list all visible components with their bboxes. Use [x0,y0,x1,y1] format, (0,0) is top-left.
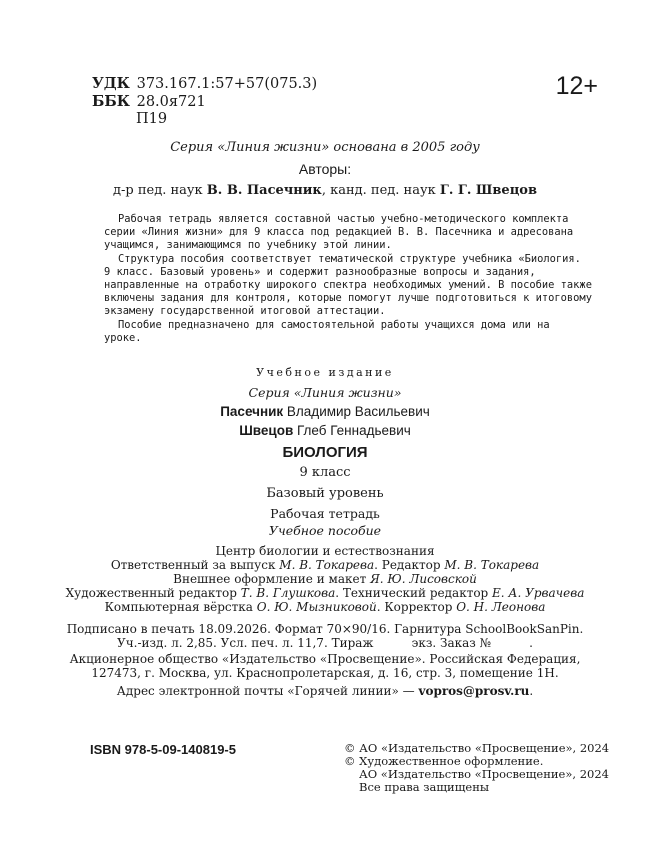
author-index: П19 [136,111,168,127]
authors-line [0,183,650,198]
credit-role: . Технический редактор [335,586,493,600]
age-rating: 12+ [555,72,598,100]
credit-person: Я. Ю. Лисовской [370,572,477,586]
credit-person: М. В. Токарева [444,558,540,572]
credit-role: Ответственный за выпуск [110,558,280,572]
print-line-2: Уч.-изд. л. 2,85. Усл. печ. л. 11,7. Тираж экз. Заказ № . [117,636,533,650]
copyright-line: Все права защищены [359,780,490,794]
book-manual: Учебное пособие [268,523,382,538]
author-surname-1: Пасечник [220,404,284,419]
annotation [104,213,592,345]
bbk-label: ББК [92,93,130,110]
hotline-label: Адрес электронной почты «Горячей линии» — [116,684,419,698]
credit-person: О. Н. Леонова [456,600,546,614]
editorial-center: Центр биологии и естествознания [215,544,435,558]
credit-role: Компьютерная вёрстка [104,600,257,614]
credit-person: Е. А. Урвачева [492,586,585,600]
credit-person: Т. В. Глушкова [240,586,336,600]
author-given-2: Глеб Геннадьевич [293,423,411,438]
credits-line-3 [0,586,650,601]
annotation-paragraph: Рабочая тетрадь является составной частью учебно-методического комплекта серии «Линия жизни» для 9 класса под редакцией В. В. Пасечника и адресована учащимся, занимающимся по учебнику этой линии. [104,213,574,252]
copyright-line: АО «Издательство «Просвещение», 2024 [359,767,609,781]
udk-code: 373.167.1:57+57(075.3) [136,76,318,92]
copyright-line: © Художественное оформление. [344,754,544,768]
print-line-1: Подписано в печать 18.09.2026. Формат 70×90/16. Гарнитура SchoolBookSanPin. [66,622,584,636]
author-surname-2: Швецов [239,423,294,438]
bbk-code: 28.0я721 [136,94,206,110]
author-given-1: Владимир Васильевич [283,404,430,419]
publisher-line-1: Акционерное общество «Издательство «Просвещение». Российская Федерация, [69,652,581,666]
series-note: Серия «Линия жизни» основана в 2005 году [170,140,480,155]
copyright-block [344,742,609,794]
authors-degree-1: д-р пед. наук [112,183,207,198]
copyright-line: © АО «Издательство «Просвещение», 2024 [344,741,610,755]
credit-role: . Корректор [376,600,457,614]
annotation-paragraph: Структура пособия соответствует тематической структуре учебника «Биология. 9 класс. Базовый уровень» и содержит разнообразные вопросы и задания, направленные на отработку широкого спектра необходимых умений. В пособие также включены задания для контроля, которые помогут лучше подготовиться к итоговому экзамену государственной итоговой аттестации. [104,252,592,318]
author-name-2: Г. Г. Швецов [439,183,538,198]
author-name-1: В. В. Пасечник [206,183,322,198]
credit-role: . Редактор [374,558,445,572]
credit-role: Художественный редактор [65,586,241,600]
edition-type: Учебное издание [256,366,394,379]
book-kind: Рабочая тетрадь [270,506,380,521]
credits-line-1 [0,558,650,573]
book-grade: 9 класс [299,465,351,480]
credit-role: Внешнее оформление и макет [173,572,371,586]
credits-line-4 [0,600,650,615]
hotline-email: vopros@prosv.ru [418,684,530,698]
credits-line-2 [0,572,650,587]
credit-person: М. В. Токарева [279,558,375,572]
credit-person: О. Ю. Мызниковой [256,600,377,614]
authors-degree-2: , канд. пед. наук [321,183,440,198]
edition-series: Серия «Линия жизни» [248,385,402,400]
hotline-line [0,684,650,699]
isbn: ISBN 978-5-09-140819-5 [90,742,236,757]
hotline-end: . [529,684,534,698]
book-title: БИОЛОГИЯ [282,444,368,461]
classification-block [92,75,317,128]
annotation-paragraph: Пособие предназначено для самостоятельной работы учащихся дома или на уроке. [104,318,550,344]
publisher-line-2: 127473, г. Москва, ул. Краснопролетарская, д. 16, стр. 3, помещение 1Н. [91,666,559,680]
authors-heading: Авторы: [298,161,352,177]
udk-label: УДК [92,75,130,92]
author-full-2 [0,423,650,438]
author-full-1 [0,404,650,419]
book-level: Базовый уровень [266,486,384,501]
